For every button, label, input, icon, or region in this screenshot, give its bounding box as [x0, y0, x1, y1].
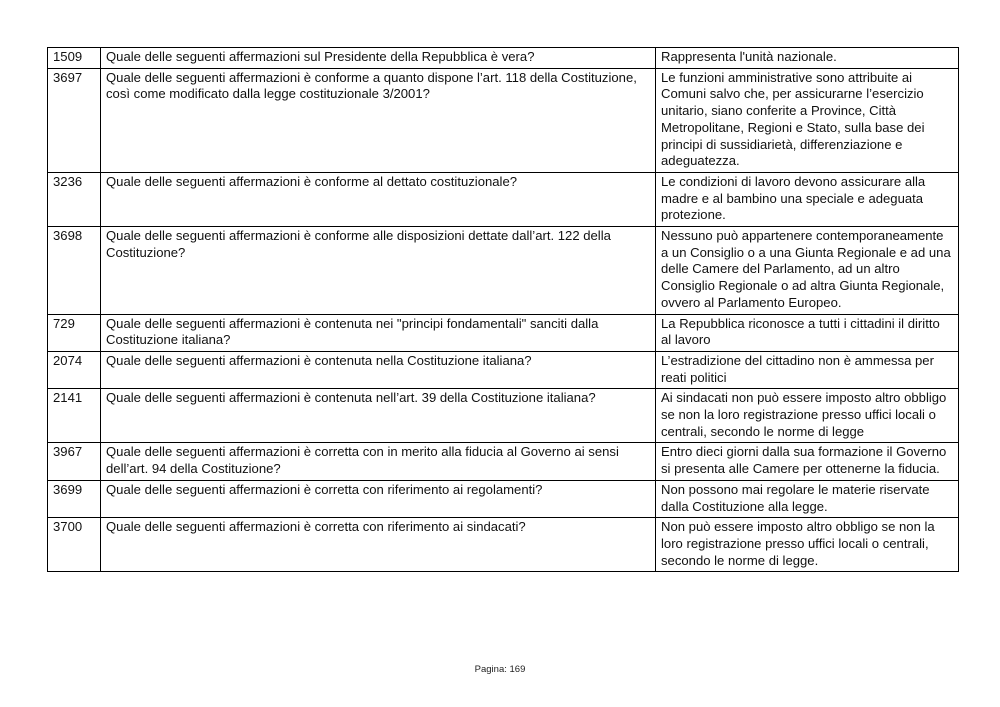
table-row	[48, 480, 959, 517]
answer-text-cell: Rappresenta l'unità nazionale.	[656, 48, 959, 69]
question-id-cell: 729	[48, 314, 101, 351]
table-row	[48, 68, 959, 172]
question-text-cell: Quale delle seguenti affermazioni è contenuta nei "principi fondamentali" sanciti dalla Costituzione italiana?	[101, 314, 656, 351]
question-text-cell: Quale delle seguenti affermazioni è conforme a quanto dispone l’art. 118 della Costituzione, così come modificato dalla legge costituzionale 3/2001?	[101, 68, 656, 172]
table-row	[48, 172, 959, 226]
answer-text-cell: La Repubblica riconosce a tutti i cittadini il diritto al lavoro	[656, 314, 959, 351]
question-table	[47, 47, 959, 572]
question-id-cell: 3698	[48, 227, 101, 315]
question-id-cell: 3967	[48, 443, 101, 480]
table-row	[48, 314, 959, 351]
answer-text-cell: L’estradizione del cittadino non è ammessa per reati politici	[656, 351, 959, 388]
question-text-cell: Quale delle seguenti affermazioni è conforme alle disposizioni dettate dall’art. 122 della Costituzione?	[101, 227, 656, 315]
answer-text-cell: Le funzioni amministrative sono attribuite ai Comuni salvo che, per assicurarne l’esercizio unitario, siano conferite a Province, Città Metropolitane, Regioni e Stato, sulla base dei principi di sussidiarietà, differenziazione e adeguatezza.	[656, 68, 959, 172]
question-text-cell: Quale delle seguenti affermazioni è contenuta nell’art. 39 della Costituzione italiana?	[101, 389, 656, 443]
table-row	[48, 351, 959, 388]
table-row	[48, 518, 959, 572]
question-id-cell: 3236	[48, 172, 101, 226]
question-text-cell: Quale delle seguenti affermazioni è corretta con riferimento ai sindacati?	[101, 518, 656, 572]
answer-text-cell: Non può essere imposto altro obbligo se non la loro registrazione presso uffici locali o centrali, secondo le norme di legge.	[656, 518, 959, 572]
question-id-cell: 3699	[48, 480, 101, 517]
answer-text-cell: Non possono mai regolare le materie riservate dalla Costituzione alla legge.	[656, 480, 959, 517]
question-text-cell: Quale delle seguenti affermazioni sul Presidente della Repubblica è vera?	[101, 48, 656, 69]
table-row	[48, 389, 959, 443]
question-id-cell: 1509	[48, 48, 101, 69]
answer-text-cell: Nessuno può appartenere contemporaneamente a un Consiglio o a una Giunta Regionale e ad una delle Camere del Parlamento, ad un altro Consiglio Regionale o ad altra Giunta Regionale, ovvero al Parlamento Europeo.	[656, 227, 959, 315]
table-row	[48, 48, 959, 69]
question-id-cell: 2074	[48, 351, 101, 388]
table-row	[48, 227, 959, 315]
question-id-cell: 3697	[48, 68, 101, 172]
question-id-cell: 2141	[48, 389, 101, 443]
answer-text-cell: Ai sindacati non può essere imposto altro obbligo se non la loro registrazione presso uffici locali o centrali, secondo le norme di legge	[656, 389, 959, 443]
answer-text-cell: Le condizioni di lavoro devono assicurare alla madre e al bambino una speciale e adeguata protezione.	[656, 172, 959, 226]
question-text-cell: Quale delle seguenti affermazioni è contenuta nella Costituzione italiana?	[101, 351, 656, 388]
question-text-cell: Quale delle seguenti affermazioni è corretta con riferimento ai regolamenti?	[101, 480, 656, 517]
question-text-cell: Quale delle seguenti affermazioni è corretta con in merito alla fiducia al Governo ai sensi dell’art. 94 della Costituzione?	[101, 443, 656, 480]
question-text-cell: Quale delle seguenti affermazioni è conforme al dettato costituzionale?	[101, 172, 656, 226]
page-number-footer: Pagina: 169	[474, 664, 526, 675]
table-row	[48, 443, 959, 480]
question-table-body	[48, 48, 959, 572]
question-id-cell: 3700	[48, 518, 101, 572]
answer-text-cell: Entro dieci giorni dalla sua formazione il Governo si presenta alle Camere per ottenerne la fiducia.	[656, 443, 959, 480]
